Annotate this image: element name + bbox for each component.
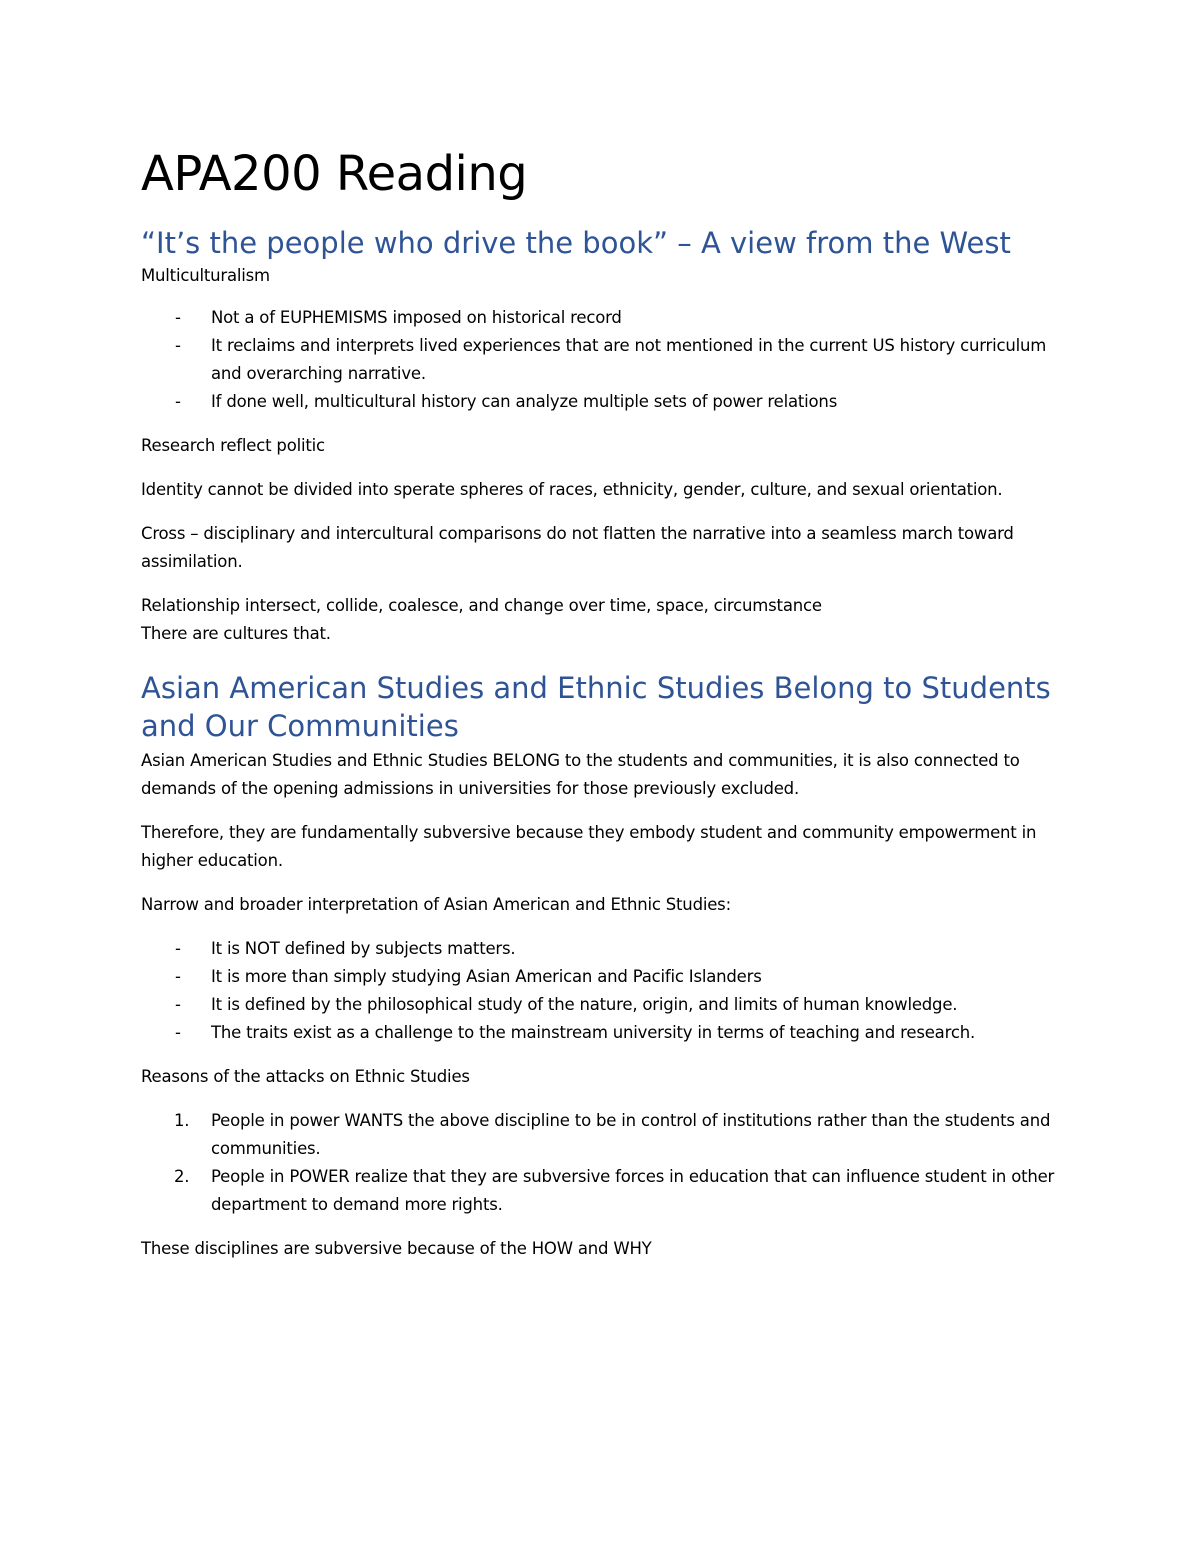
list-item (141, 1107, 1061, 1163)
list-item-text: It is NOT defined by subjects matters. (211, 939, 516, 958)
dash-marker: - (175, 308, 181, 327)
section-heading-2: Asian American Studies and Ethnic Studies Belong to Students and Our Communities (141, 671, 1051, 743)
dash-marker: - (175, 336, 181, 355)
list-item (141, 991, 1061, 1019)
dash-marker: - (175, 967, 181, 986)
paragraph: Reasons of the attacks on Ethnic Studies (141, 1067, 470, 1086)
multiculturalism-list (141, 304, 1061, 416)
section-heading-1: “It’s the people who drive the book” – A view from the West (141, 226, 1011, 260)
dash-marker: - (175, 392, 181, 411)
dash-marker: - (175, 995, 181, 1014)
paragraph: Research reflect politic (141, 436, 325, 455)
reasons-list (141, 1107, 1061, 1219)
paragraph: Narrow and broader interpretation of Asian American and Ethnic Studies: (141, 895, 731, 914)
document-page (141, 138, 1061, 1263)
list-item-text: It reclaims and interprets lived experiences that are not mentioned in the current US history curriculum and overarching narrative. (211, 336, 1047, 383)
paragraph: These disciplines are subversive because of the HOW and WHY (141, 1239, 652, 1258)
list-item-text: It is defined by the philosophical study of the nature, origin, and limits of human knowledge. (211, 995, 958, 1014)
paragraph: Therefore, they are fundamentally subversive because they embody student and community empowerment in higher education. (141, 823, 1037, 870)
interpretation-list (141, 935, 1061, 1047)
list-item-text: Not a of EUPHEMISMS imposed on historical record (211, 308, 622, 327)
dash-marker: - (175, 939, 181, 958)
paragraph: There are cultures that. (141, 624, 331, 643)
list-item (141, 304, 1061, 332)
document-title: APA200 Reading (141, 146, 528, 202)
list-item (141, 963, 1061, 991)
paragraph: Relationship intersect, collide, coalesce, and change over time, space, circumstance (141, 596, 822, 615)
list-item (141, 935, 1061, 963)
paragraph: Identity cannot be divided into sperate spheres of races, ethnicity, gender, culture, and sexual orientation. (141, 480, 1003, 499)
list-item (141, 1163, 1061, 1219)
list-item (141, 332, 1061, 388)
list-item-text: If done well, multicultural history can analyze multiple sets of power relations (211, 392, 838, 411)
number-marker: 2. (174, 1167, 190, 1186)
dash-marker: - (175, 1023, 181, 1042)
list-item-text: The traits exist as a challenge to the mainstream university in terms of teaching and research. (211, 1023, 975, 1042)
list-item-text: It is more than simply studying Asian American and Pacific Islanders (211, 967, 762, 986)
paragraph: Asian American Studies and Ethnic Studies BELONG to the students and communities, it is also connected to demands of the opening admissions in universities for those previously excluded. (141, 751, 1020, 798)
number-marker: 1. (174, 1111, 190, 1130)
list-item (141, 1019, 1061, 1047)
paragraph: Cross – disciplinary and intercultural comparisons do not flatten the narrative into a seamless march toward assimilation. (141, 524, 1014, 571)
list-item-text: People in POWER realize that they are subversive forces in education that can influence student in other department to demand more rights. (211, 1167, 1055, 1214)
subheading-multiculturalism: Multiculturalism (141, 266, 270, 285)
list-item-text: People in power WANTS the above discipline to be in control of institutions rather than the students and communities. (211, 1111, 1051, 1158)
list-item (141, 388, 1061, 416)
